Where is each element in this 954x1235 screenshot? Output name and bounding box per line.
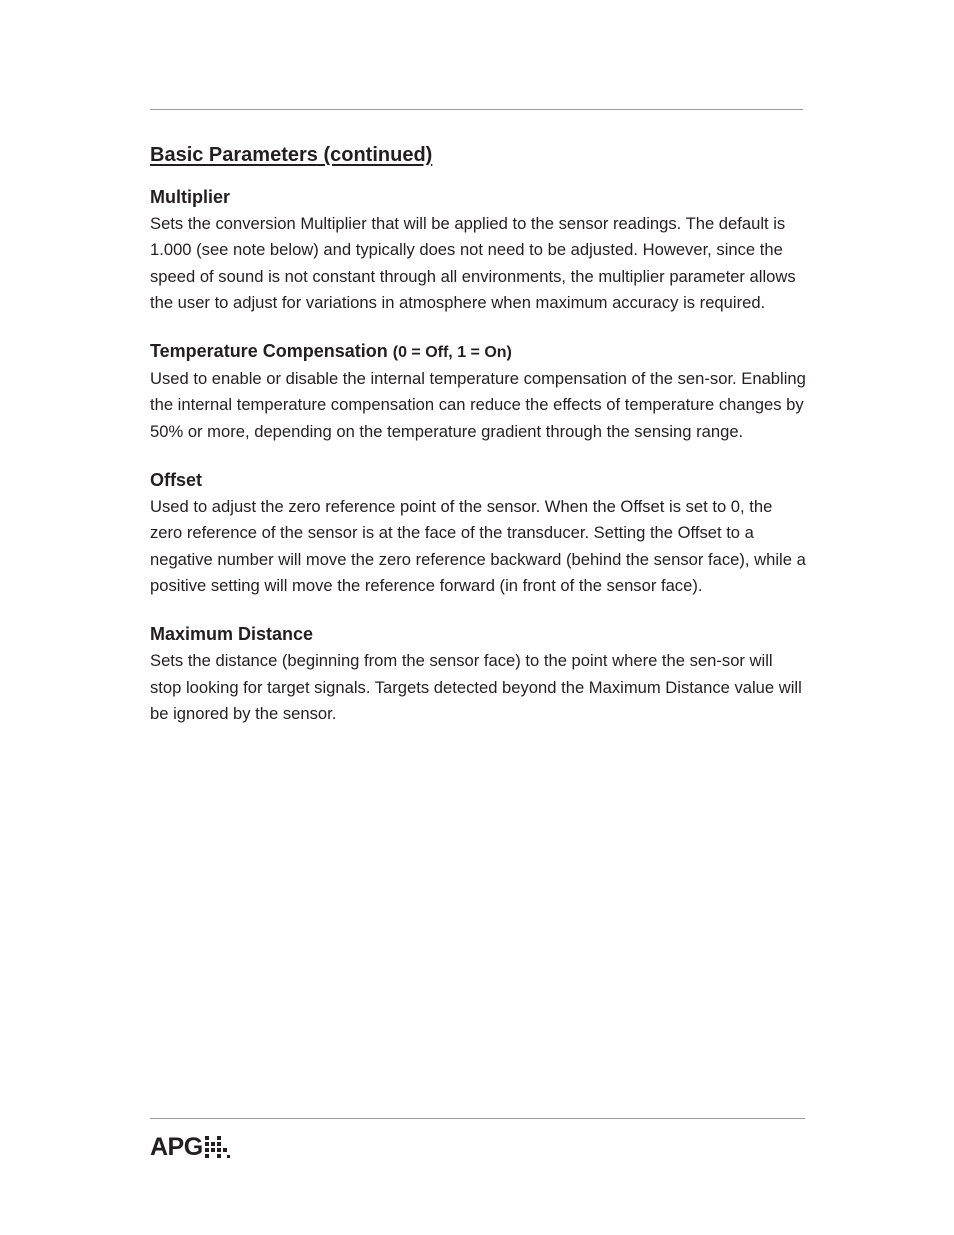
- page-content: [150, 141, 806, 750]
- section-offset: [150, 468, 806, 599]
- section-body: Sets the distance (beginning from the sensor face) to the point where the sen-sor will stop looking for target signals. Targets detected beyond the Maximum Distance value will be ignored by the sensor.: [150, 651, 802, 723]
- page-title: Basic Parameters (continued): [150, 144, 433, 166]
- apg-logo: [150, 1135, 231, 1159]
- header-divider: [150, 109, 803, 110]
- section-heading: [150, 622, 806, 647]
- section-heading-text: Temperature Compensation: [150, 341, 388, 362]
- section-heading: [150, 468, 806, 493]
- section-body: Used to adjust the zero reference point of the sensor. When the Offset is set to 0, the zero reference of the sensor is at the face of the transducer. Setting the Offset to a negative number will move the zero reference backward (behind the sensor face), while a positive setting will move the reference forward (in front of the sensor face).: [150, 497, 806, 595]
- logo-text: APG: [150, 1133, 203, 1161]
- logo-dot-grid-icon: [205, 1136, 231, 1158]
- section-temperature-compensation: [150, 339, 806, 445]
- footer-divider: [150, 1118, 805, 1119]
- section-maximum-distance: [150, 622, 806, 727]
- section-heading-text: Maximum Distance: [150, 624, 314, 645]
- section-heading: [150, 185, 806, 210]
- section-heading-text: Offset: [150, 470, 203, 491]
- section-heading-text: Multiplier: [150, 187, 230, 207]
- section-body: Used to enable or disable the internal temperature compensation of the sen-sor. Enabling the internal temperature compensation can reduce the effects of temperature changes by 50% or more, depending on the temperature gradient through the sensing range.: [150, 369, 806, 441]
- section-heading-note: (0 = Off, 1 = On): [392, 344, 512, 362]
- section-body: Sets the conversion Multiplier that will be applied to the sensor readings. The default is 1.000 (see note below) and typically does not need to be adjusted. However, since the speed of sound is not constant through all environments, the multiplier parameter allows the user to adjust for variations in atmosphere when maximum accuracy is required.: [150, 214, 796, 312]
- section-multiplier: [150, 185, 806, 316]
- section-heading: [150, 339, 806, 365]
